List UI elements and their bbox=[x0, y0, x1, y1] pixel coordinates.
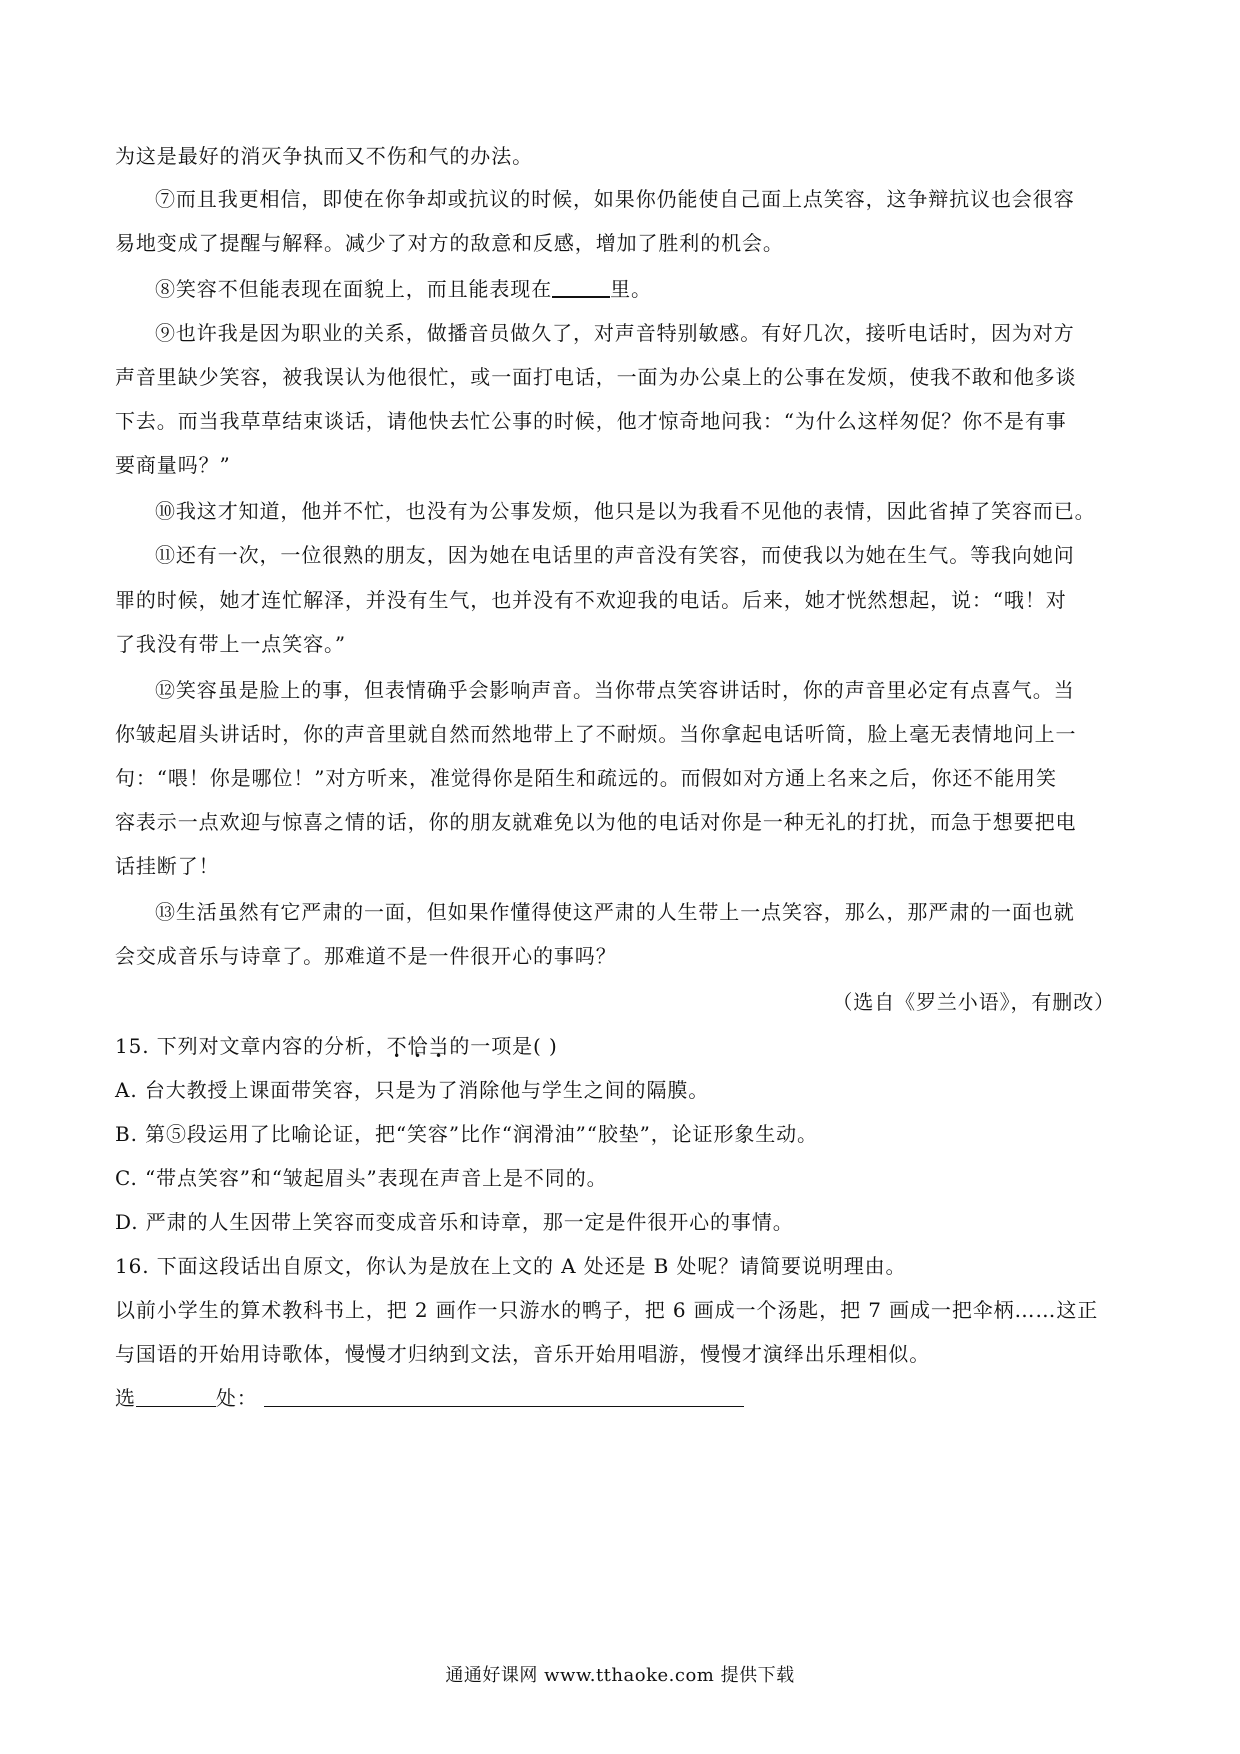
paragraph-12-line-2: 你皱起眉头讲话时，你的声音里就自然而然地带上了不耐烦。当你拿起电话听筒，脸上毫无表情地问上一 bbox=[115, 722, 1077, 746]
paragraph-9-line-1: ⑨也许我是因为职业的关系，做播音员做久了，对声音特别敏感。有好几次，接听电话时，因为对方 bbox=[155, 321, 1075, 345]
paragraph-13-line-1: ⑬生活虽然有它严肃的一面，但如果作懂得使这严肃的人生带上一点笑容，那么，那严肃的一面也就 bbox=[155, 900, 1075, 924]
source-citation: （选自《罗兰小语》，有删改） bbox=[832, 990, 1115, 1014]
question-15-prompt bbox=[115, 1032, 558, 1060]
paragraph-12-line-3: 句：“喂！你是哪位！”对方听来，准觉得你是陌生和疏远的。而假如对方通上名来之后，你还不能用笑 bbox=[115, 766, 1057, 790]
question-15-prefix: 15. 下列对文章内容的分析， bbox=[115, 1034, 387, 1058]
question-15-option-c: C. “带点笑容”和“皱起眉头”表现在声音上是不同的。 bbox=[115, 1166, 608, 1190]
question-15-suffix: 的一项是( ) bbox=[449, 1034, 558, 1058]
paragraph-11-line-2: 罪的时候，她才连忙解泽，并没有生气，也并没有不欢迎我的电话。后来，她才恍然想起，说：“哦！对 bbox=[115, 588, 1067, 612]
paragraph-6-end: 为这是最好的消灭争执而又不伤和气的办法。 bbox=[115, 144, 533, 168]
paragraph-13-line-2: 会交成音乐与诗章了。那难道不是一件很开心的事吗？ bbox=[115, 944, 617, 968]
paragraph-12-line-1: ⑫笑容虽是脸上的事，但表情确乎会影响声音。当你带点笑容讲话时，你的声音里必定有点喜气。当 bbox=[155, 678, 1075, 702]
question-16-quote-line-2: 与国语的开始用诗歌体，慢慢才归纳到文法，音乐开始用唱游，慢慢才演绎出乐理相似。 bbox=[115, 1342, 931, 1366]
question-15-option-b: B. 第⑤段运用了比喻论证，把“笑容”比作“润滑油”“胶垫”，论证形象生动。 bbox=[115, 1122, 818, 1146]
paragraph-7-line-2: 易地变成了提醒与解释。减少了对方的敌意和反感，增加了胜利的机会。 bbox=[115, 231, 784, 255]
page-footer: 通通好课网 www.tthaoke.com 提供下载 bbox=[445, 1665, 795, 1686]
emphasis-char-3: 当 bbox=[428, 1034, 450, 1058]
answer-choice-blank[interactable] bbox=[136, 1386, 216, 1407]
question-16-prompt: 16. 下面这段话出自原文，你认为是放在上文的 A 处还是 B 处呢？请简要说明理由。 bbox=[115, 1254, 907, 1278]
paragraph-8-before-blank: ⑧笑容不但能表现在面貌上，而且能表现在 bbox=[155, 277, 553, 301]
answer-reason-blank[interactable] bbox=[264, 1386, 744, 1407]
paragraph-9-line-2: 声音里缺少笑容，被我误认为他很忙，或一面打电话，一面为办公桌上的公事在发烦，使我不敢和他多谈 bbox=[115, 365, 1077, 389]
emphasis-char-1: 不 bbox=[386, 1034, 408, 1058]
question-15-option-d: D. 严肃的人生因带上笑容而变成音乐和诗章，那一定是件很开心的事情。 bbox=[115, 1210, 794, 1234]
paragraph-12-line-5: 话挂断了！ bbox=[115, 854, 220, 878]
paragraph-9-line-3: 下去。而当我草草结束谈话，请他快去忙公事的时候，他才惊奇地问我：“为什么这样匆促？你不是有事 bbox=[115, 409, 1067, 433]
paragraph-9-line-4: 要商量吗？” bbox=[115, 453, 231, 477]
paragraph-8 bbox=[155, 275, 652, 303]
fill-in-blank[interactable] bbox=[552, 276, 610, 298]
emphasis-char-2: 恰 bbox=[407, 1034, 429, 1058]
paragraph-11-line-1: ⑪还有一次，一位很熟的朋友，因为她在电话里的声音没有笑容，而使我以为她在生气。等我向她问 bbox=[155, 543, 1075, 567]
paragraph-8-after-blank: 里。 bbox=[610, 277, 652, 301]
answer-place-label: 处： bbox=[215, 1386, 258, 1410]
paragraph-7-line-1: ⑦而且我更相信，即使在你争却或抗议的时候，如果你仍能使自己面上点笑容，这争辩抗议也会很容 bbox=[155, 187, 1075, 211]
paragraph-11-line-3: 了我没有带上一点笑容。” bbox=[115, 632, 347, 656]
question-16-quote-line-1: 以前小学生的算术教科书上，把 2 画作一只游水的鸭子，把 6 画成一个汤匙，把 7 画成一把伞柄……这正 bbox=[115, 1298, 1099, 1322]
answer-select-label: 选 bbox=[115, 1386, 136, 1410]
paragraph-10: ⑩我这才知道，他并不忙，也没有为公事发烦，他只是以为我看不见他的表情，因此省掉了笑容而已。 bbox=[155, 499, 1096, 523]
question-15-option-a: A. 台大教授上课面带笑容，只是为了消除他与学生之间的隔膜。 bbox=[115, 1078, 710, 1102]
question-16-answer-row bbox=[115, 1384, 744, 1412]
paragraph-12-line-4: 容表示一点欢迎与惊喜之情的话，你的朋友就难免以为他的电话对你是一种无礼的打扰，而急于想要把电 bbox=[115, 810, 1077, 834]
